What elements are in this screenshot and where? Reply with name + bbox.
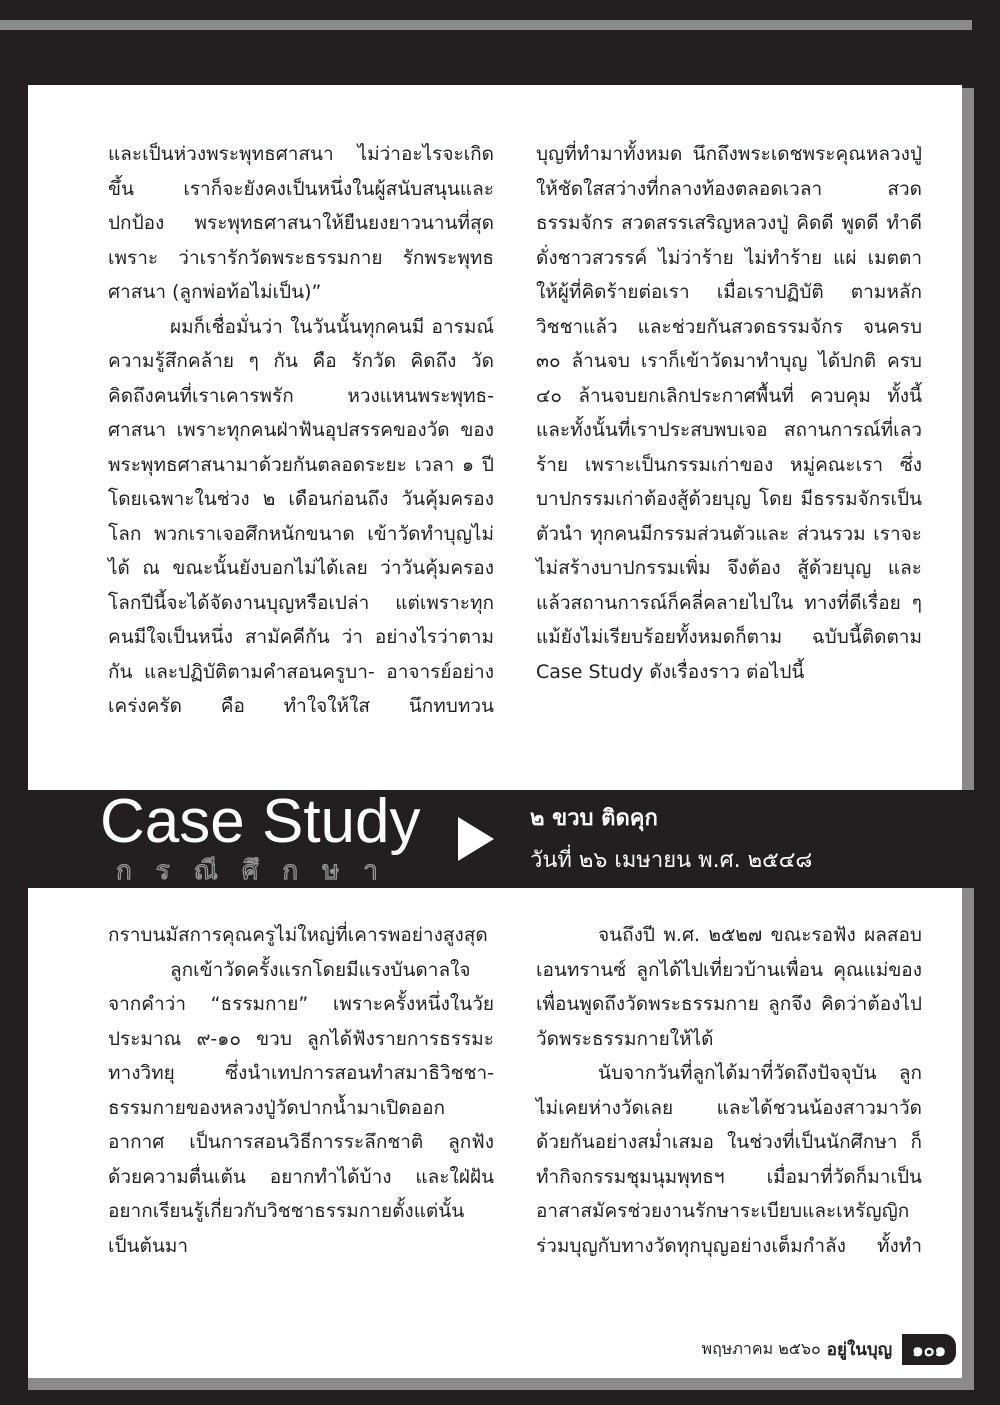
right-decorative-bar-top bbox=[962, 88, 974, 790]
paragraph: ผมก็เชื่อมั่นว่า ในวันนั้นทุกคนมี อารมณ์ความรู้สึกคล้าย ๆ กัน คือ รักวัด คิดถึง วัด คิดถึงคนที่เราเคารพรัก หวงแหนพระพุทธ- ศาสนา เพราะทุกคนฝ่าฟันอุปสรรคของวัด ของพระพุทธศาสนามาด้วยกันตลอดระยะ เวลา ๑ ปี โดยเฉพาะในช่วง ๒ เดือนก่อนถึง วันคุ้มครองโลก พวกเราเจอศึกหนักขนาด เข้าวัดทำบุญไม่ได้ ณ ขณะนั้นยังบอกไม่ได้เลย ว่าวันคุ้มครองโลกปีนี้จะได้จัดงานบุญหรือเปล่า แต่เพราะทุกคนมีใจเป็นหนึ่ง สามัคคีกัน ว่า อย่างไรว่าตามกัน และปฏิบัติตามคำสอนครูบา- อาจารย์อย่างเคร่งครัด คือ ทำใจให้ใส นึกทบทวน bbox=[108, 315, 494, 717]
top-text-panel bbox=[28, 85, 962, 790]
case-heading: ๒ ขวบ ติดคุก bbox=[530, 806, 658, 831]
paragraph: และเป็นห่วงพระพุทธศาสนา ไม่ว่าอะไรจะเกิดขึ้น เราก็จะยังคงเป็นหนึ่งในผู้สนับสนุนและปกป้อง พระพุทธศาสนาให้ยืนยงยาวนานที่สุด เพราะ ว่าเรารักวัดพระธรรมกาย รักพระพุทธศาสนา (ลูกพ่อท้อไม่เป็น)” bbox=[108, 143, 494, 303]
right-decorative-bar-bottom bbox=[962, 888, 974, 1390]
play-arrow-icon bbox=[458, 817, 494, 861]
page-number: ๑๐๑ bbox=[902, 1334, 956, 1365]
top-decorative-bar bbox=[0, 20, 972, 30]
footer-issue-month: พฤษภาคม ๒๕๖๐ bbox=[701, 1339, 821, 1358]
paragraph: นับจากวันที่ลูกได้มาที่วัดถึงปัจจุบัน ลูกไม่เคยห่างวัดเลย และได้ชวนน้องสาวมาวัด ด้วยกันอย่างสม่ำเสมอ ในช่วงที่เป็นนักศึกษา ก็ทำกิจกรรมชุมนุมพุทธฯ เมื่อมาที่วัดก็มาเป็น อาสาสมัครช่วยงานรักษาระเบียบและเหรัญญิก ร่วมบุญกับทางวัดทุกบุญอย่างเต็มกำลัง ทั้งทำ bbox=[536, 1062, 922, 1257]
paragraph: ลูกเข้าวัดครั้งแรกโดยมีแรงบันดาลใจ จากคำว่า “ธรรมกาย” เพราะครั้งหนึ่งในวัย ประมาณ ๙-๑๐ ขวบ ลูกได้ฟังรายการธรรมะ ทางวิทยุ ซึ่งนำเทปการสอนทำสมาธิวิชชา- ธรรมกายของหลวงปู่วัดปากน้ำมาเปิดออก อากาศ เป็นการสอนวิธีการระลึกชาติ ลูกฟัง ด้วยความตื่นเต้น อยากทำได้บ้าง และใฝ่ฝัน อยากเรียนรู้เกี่ยวกับวิชชาธรรมกายตั้งแต่นั้น เป็นต้นมา bbox=[108, 958, 494, 1257]
top-right-column bbox=[536, 137, 922, 689]
footer-magazine-name: อยู่ในบุญ bbox=[826, 1340, 893, 1360]
case-date: วันที่ ๒๖ เมษายน พ.ศ. ๒๕๔๘ bbox=[530, 848, 813, 873]
top-left-column bbox=[108, 137, 494, 724]
bottom-left-column bbox=[108, 918, 494, 1263]
bottom-decorative-bar bbox=[28, 1378, 974, 1390]
paragraph: กราบนมัสการคุณครูไม่ใหญ่ที่เคารพอย่างสูงสุด bbox=[108, 924, 488, 946]
paragraph: บุญที่ทำมาทั้งหมด นึกถึงพระเดชพระคุณหลวงปู่ ให้ชัดใสสว่างที่กลางท้องตลอดเวลา สวด ธรรมจักร สวดสรรเสริญหลวงปู่ คิดดี พูดดี ทำดีดั่งชาวสวรรค์ ไม่ว่าร้าย ไม่ทำร้าย แผ่ เมตตาให้ผู้ที่คิดร้ายต่อเรา เมื่อเราปฏิบัติ ตามหลักวิชชาแล้ว และช่วยกันสวดธรรมจักร จนครบ ๓๐ ล้านจบ เราก็เข้าวัดมาทำบุญ ได้ปกติ ครบ ๔๐ ล้านจบยกเลิกประกาศพื้นที่ ควบคุม ทั้งนี้และทั้งนั้นที่เราประสบพบเจอ สถานการณ์ที่เลวร้าย เพราะเป็นกรรมเก่าของ หมู่คณะเรา ซึ่งบาปกรรมเก่าต้องสู้ด้วยบุญ โดย มีธรรมจักรเป็นตัวนำ ทุกคนมีกรรมส่วนตัวและ ส่วนรวม เราจะไม่สร้างบาปกรรมเพิ่ม จึงต้อง สู้ด้วยบุญ และแล้วสถานการณ์ก็คลี่คลายไปใน ทางที่ดีเรื่อย ๆ แม้ยังไม่เรียบร้อยทั้งหมดก็ตาม ฉบับนี้ติดตาม Case Study ดังเรื่องราว ต่อไปนี้ bbox=[536, 143, 922, 683]
page-footer bbox=[702, 1334, 956, 1365]
bottom-right-column bbox=[536, 918, 922, 1263]
case-study-title: Case Study bbox=[100, 787, 421, 856]
bottom-text-panel bbox=[28, 888, 962, 1378]
case-study-subtitle: กรณีศึกษา bbox=[116, 856, 402, 886]
paragraph: จนถึงปี พ.ศ. ๒๕๒๗ ขณะรอฟัง ผลสอบเอนทรานซ์ ลูกได้ไปเที่ยวบ้านเพื่อน คุณแม่ของเพื่อนพูดถึงวัดพระธรรมกาย ลูกจึง คิดว่าต้องไปวัดพระธรรมกายให้ได้ bbox=[536, 924, 922, 1050]
